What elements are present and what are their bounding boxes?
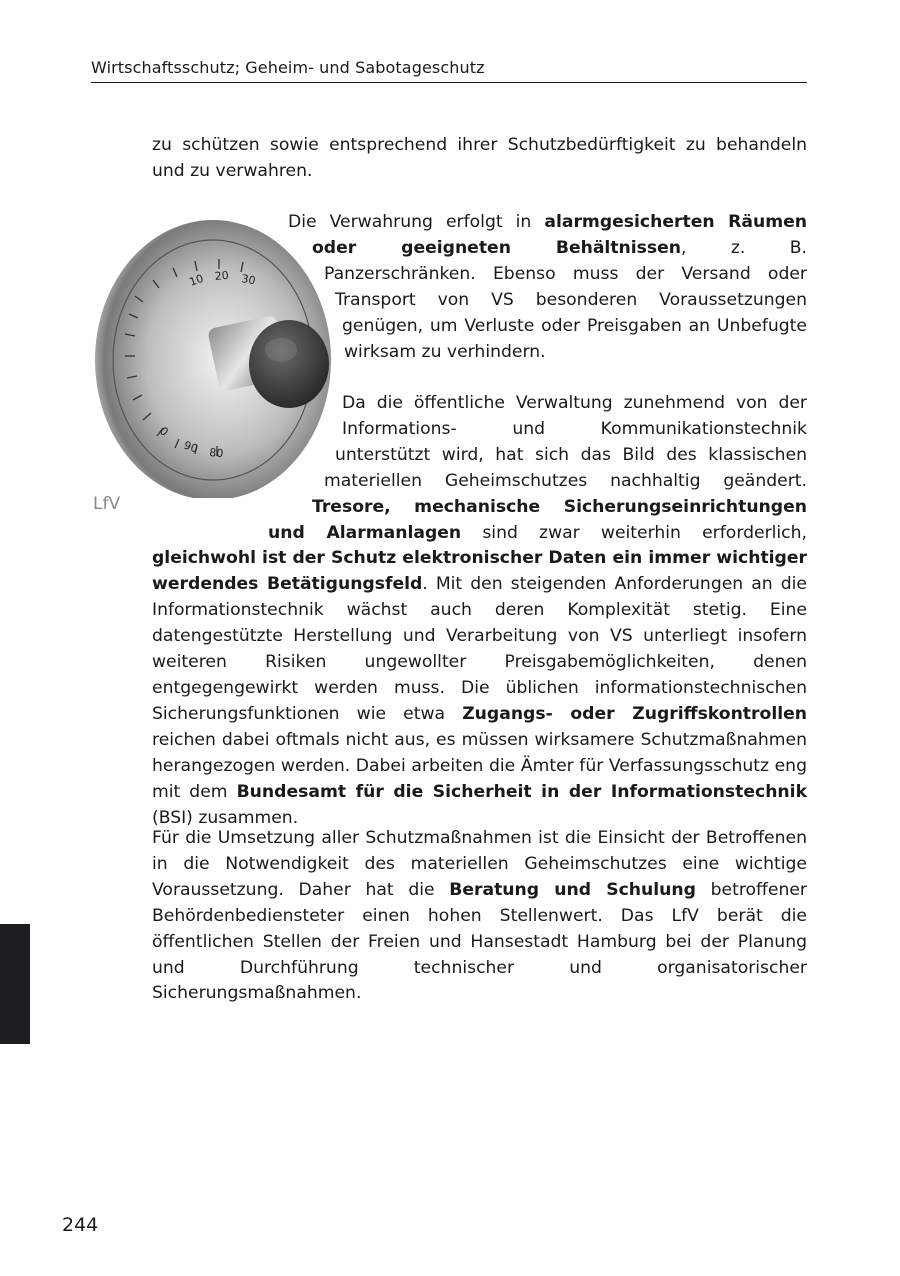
page-number: 244	[62, 1214, 99, 1236]
emphasis-text: Tresore, mechanische Sicherungseinrichtungen und Alarmanlagen	[268, 496, 807, 543]
running-header: Wirtschaftsschutz; Geheim- und Sabotageschutz	[91, 58, 807, 83]
dial-number: 10	[187, 271, 206, 289]
body-text-run: sind zwar weiterhin erforderlich,	[461, 522, 807, 543]
emphasis-text: Bundesamt für die Sicherheit in der Informationstechnik	[236, 781, 807, 802]
dial-number: 0	[157, 424, 171, 439]
body-text-run: betroffener Behördenbediensteter einen hohen Stellenwert. Das LfV berät die öffentlichen Stellen der Freien und Hansestadt Hamburg bei der Planung und Durchführung technischer und organisatorischer Sicherungsmaßnahmen.	[152, 879, 807, 1004]
chapter-thumb-tab	[0, 924, 30, 1044]
paragraph-training	[152, 826, 807, 1007]
body-text-run: Für die Umsetzung aller Schutzmaßnahmen ist die Einsicht der Betroffenen in die Notwendigkeit des materiellen Geheimschutzes eine wichtige Voraussetzung. Daher hat die	[152, 828, 807, 900]
dial-number: 90	[181, 438, 200, 456]
paragraph-storage-text	[288, 212, 807, 362]
paragraph-training-text	[152, 828, 807, 1003]
emphasis-text: Zugangs- oder Zugriffskontrollen	[462, 703, 807, 724]
emphasis-text: gleichwohl ist der Schutz elektronischer Daten ein immer wichtiger werdendes Betätigungsfeld	[152, 548, 807, 595]
body-text-run: (BSI) zusammen.	[152, 807, 299, 828]
dial-number: 20	[214, 268, 230, 283]
paragraph-intro: zu schützen sowie entsprechend ihrer Schutzbedürftigkeit zu behandeln und zu verwahren.	[152, 135, 807, 181]
dial-number: 80	[208, 446, 224, 461]
paragraph-storage	[152, 210, 807, 366]
photo-credit: LfV	[93, 494, 121, 514]
body-text-run: Da die öffentliche Verwaltung zunehmend von der Informations- und Kommunikationstechnik unterstützt wird, hat sich das Bild des klassischen materiellen Geheimschutzes nachhaltig geändert.	[324, 393, 807, 491]
body-text-run: , z. B. Panzerschränken. Ebenso muss der Versand oder Transport von VS besonderen Voraussetzungen genügen, um Verluste oder Preisgaben an Unbefugte wirksam zu verhindern.	[324, 237, 807, 362]
paragraph-it-security	[152, 391, 807, 831]
body-text-run: . Mit den steigenden Anforderungen an die Informationstechnik wächst auch deren Komplexität stetig. Eine datengestützte Herstellung und Verarbeitung von VS unterliegt insofern weiteren Risiken ungewollter Preisgabemöglichkeiten, denen entgegengewirkt werden muss. Die üblichen informationstechnischen Sicherungsfunktionen wie etwa	[152, 574, 807, 724]
emphasis-text: Beratung und Schulung	[449, 879, 696, 900]
body-text-run: Die Verwahrung erfolgt in	[288, 212, 545, 232]
body-text-run: reichen dabei oftmals nicht aus, es müssen wirksamere Schutzmaßnahmen herangezogen werden. Dabei arbeiten die Ämter für Verfassungsschutz eng mit dem	[152, 729, 807, 802]
dial-number: 30	[240, 272, 257, 288]
emphasis-text: alarmgesicherten Räumen oder geeigneten Behältnissen	[312, 212, 808, 258]
